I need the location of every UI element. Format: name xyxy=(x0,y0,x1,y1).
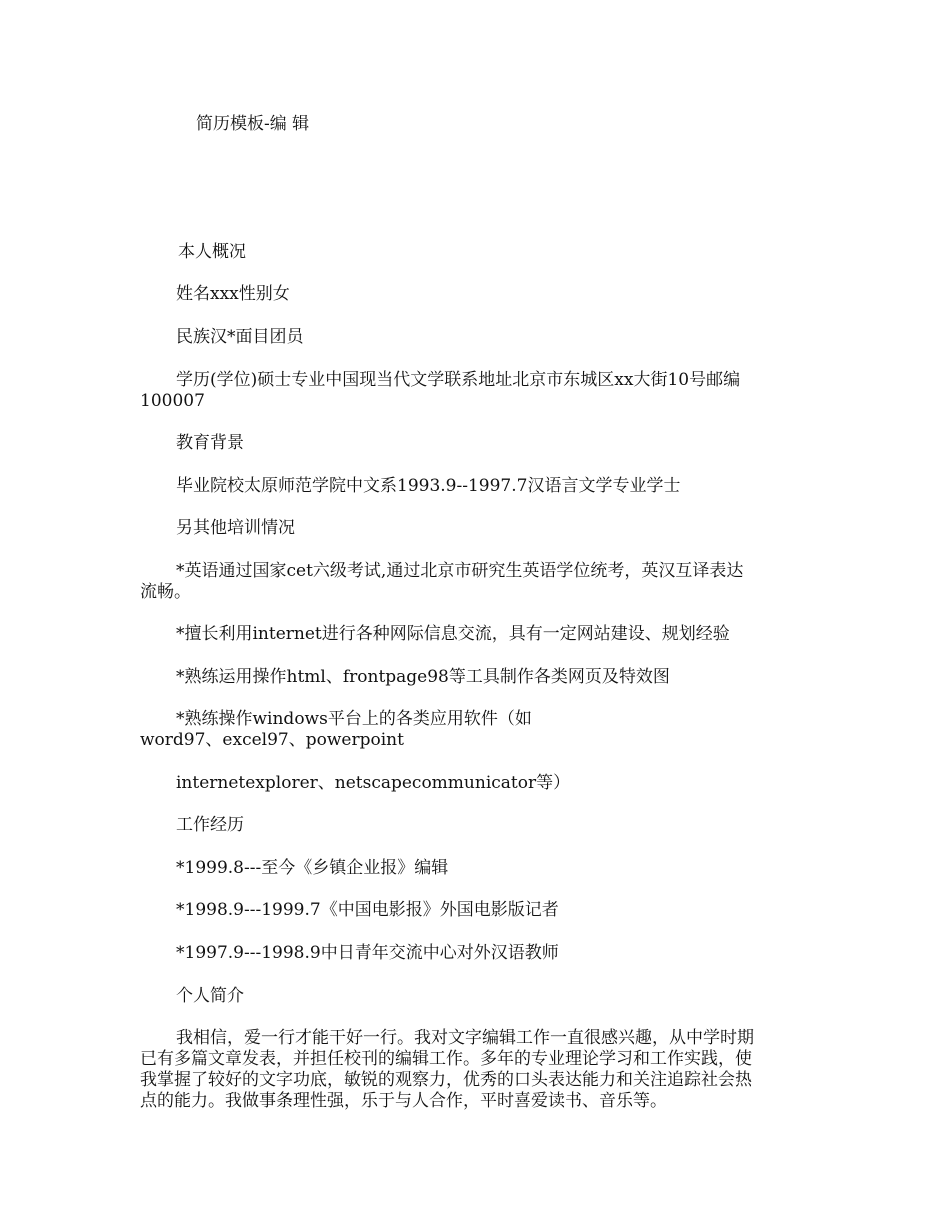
school-line: 毕业院校太原师范学院中文系1993.9--1997.7汉语言文学专业学士 xyxy=(176,476,681,496)
profile-paragraph xyxy=(140,1028,812,1112)
skill-english-paragraph xyxy=(140,561,812,603)
ethnicity-politics-line: 民族汉*面目团员 xyxy=(176,327,304,347)
skill-english-line1: *英语通过国家cet六级考试,通过北京市研究生英语学位统考，英汉互译表达 xyxy=(176,561,744,581)
skill-windows-line1: *熟练操作windows平台上的各类应用软件（如 xyxy=(176,709,532,729)
section-heading-education: 教育背景 xyxy=(176,433,244,453)
profile-line4: 点的能力。我做事条理性强，乐于与人合作，平时喜爱读书、音乐等。 xyxy=(140,1091,667,1111)
skill-windows-paragraph xyxy=(140,709,812,751)
skill-internet-line: *擅长利用internet进行各种网际信息交流，具有一定网站建设、规划经验 xyxy=(176,624,730,644)
profile-line1: 我相信，爱一行才能干好一行。我对文字编辑工作一直很感兴趣，从中学时期 xyxy=(176,1028,754,1048)
skill-windows-line3: internetexplorer、netscapecommunicator等） xyxy=(176,773,571,793)
work-item-1: *1999.8---至今《乡镇企业报》编辑 xyxy=(176,858,449,878)
education-address-line1: 学历(学位)硕士专业中国现当代文学联系地址北京市东城区xx大街10号邮编 xyxy=(176,370,741,390)
profile-line2: 已有多篇文章发表，并担任校刊的编辑工作。多年的专业理论学习和工作实践，使 xyxy=(140,1049,752,1069)
section-heading-overview: 本人概况 xyxy=(178,242,246,262)
profile-line3: 我掌握了较好的文字功底，敏锐的观察力，优秀的口头表达能力和关注追踪社会热 xyxy=(140,1070,752,1090)
section-heading-training: 另其他培训情况 xyxy=(176,518,295,538)
education-address-paragraph xyxy=(140,370,812,412)
section-heading-profile: 个人简介 xyxy=(176,986,244,1006)
postal-code-line: 100007 xyxy=(140,391,205,411)
name-gender-line: 姓名xxx性别女 xyxy=(176,284,290,304)
document-title: 简历模板-编 辑 xyxy=(196,114,310,134)
skill-html-line: *熟练运用操作html、frontpage98等工具制作各类网页及特效图 xyxy=(176,667,670,687)
skill-windows-line2: word97、excel97、powerpoint xyxy=(140,730,404,750)
work-item-3: *1997.9---1998.9中日青年交流中心对外汉语教师 xyxy=(176,943,559,963)
work-item-2: *1998.9---1999.7《中国电影报》外国电影版记者 xyxy=(176,900,559,920)
section-heading-work: 工作经历 xyxy=(176,815,244,835)
skill-english-line2: 流畅。 xyxy=(140,582,191,602)
